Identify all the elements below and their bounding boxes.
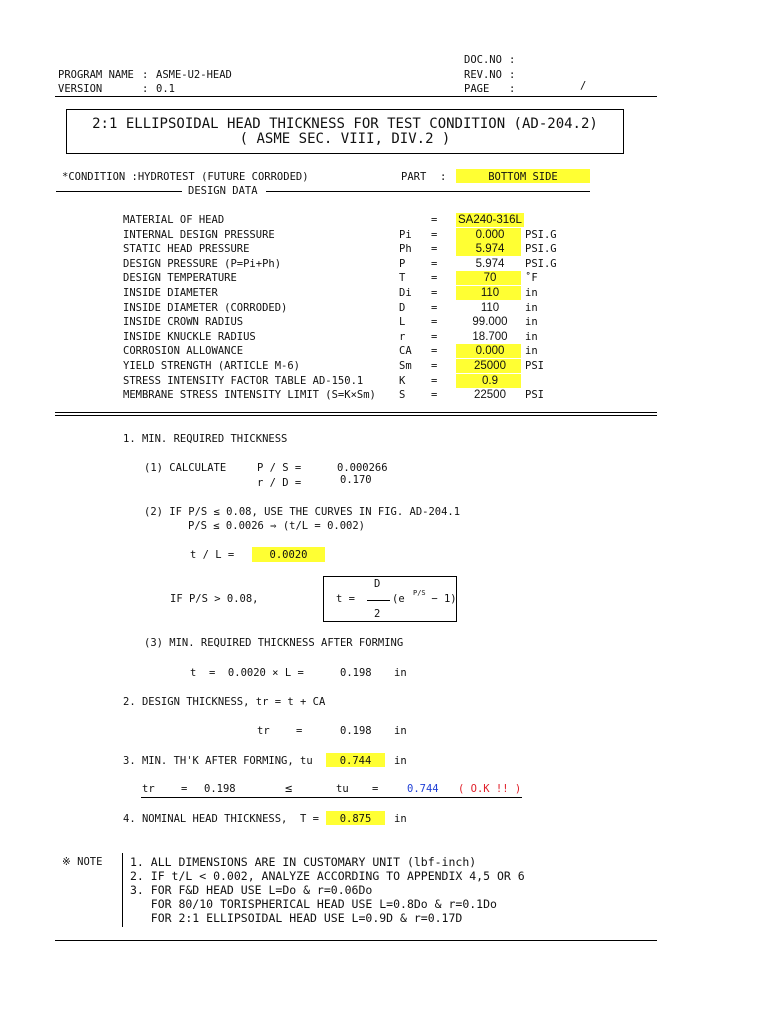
- design-row-symbol: Sm: [399, 360, 412, 372]
- compare-eq-2: =: [372, 783, 379, 795]
- rev-no-label: REV.NO: [464, 69, 502, 81]
- design-row-label: MATERIAL OF HEAD: [123, 214, 225, 226]
- compare-tu-value: 0.744: [407, 783, 439, 795]
- design-data-double-rule-bottom: [55, 415, 657, 416]
- section-1-3-value: 0.198: [340, 667, 372, 679]
- design-row-symbol: Di: [399, 287, 412, 299]
- design-row-value: 25000: [474, 360, 506, 372]
- calculate-label: (1) CALCULATE: [144, 462, 227, 474]
- section-3-value: 0.744: [339, 755, 372, 767]
- program-name-value: ASME-U2-HEAD: [156, 69, 232, 81]
- if-ps-gt-label: IF P/S > 0.08,: [170, 593, 259, 605]
- design-row-unit: PSI: [525, 389, 544, 402]
- note-line-3: 3. FOR F&D HEAD USE L=Do & r=0.06Do: [130, 883, 373, 897]
- design-row-label: CORROSION ALLOWANCE: [123, 345, 244, 358]
- design-row-symbol: T: [399, 272, 406, 285]
- design-row-symbol: P: [399, 257, 406, 270]
- design-data-rule-right: [266, 191, 590, 192]
- design-row-unit: PSI.G: [525, 257, 557, 270]
- design-row-equals: =: [431, 214, 438, 226]
- ok-status: ( O.K !! ): [458, 783, 522, 795]
- note-vertical-rule: [122, 853, 123, 927]
- section-4-value: 0.875: [339, 813, 372, 825]
- design-row-unit: in: [525, 345, 538, 358]
- design-row-equals: =: [431, 345, 438, 358]
- section-3-title: 3. MIN. TH'K AFTER FORMING, tu: [123, 755, 313, 767]
- design-row-label: MEMBRANE STRESS INTENSITY LIMIT (S=K×Sm): [123, 389, 376, 402]
- section-2-tr: tr: [257, 725, 270, 737]
- formula-numerator: D: [374, 578, 381, 590]
- ps-label: P / S =: [257, 462, 302, 474]
- design-row-symbol: K: [399, 374, 406, 387]
- rev-no-colon: :: [509, 69, 516, 81]
- ps-value: 0.000266: [337, 462, 388, 474]
- design-row-symbol: CA: [399, 345, 412, 358]
- condition-label: *CONDITION :HYDROTEST (FUTURE CORRODED): [62, 171, 309, 183]
- design-row-value: 110: [480, 287, 500, 299]
- design-row-equals: =: [431, 287, 438, 299]
- part-value: BOTTOM SIDE: [488, 171, 558, 183]
- doc-no-colon: :: [509, 54, 516, 66]
- page-label: PAGE: [464, 83, 490, 95]
- title-line-1: 2:1 ELLIPSOIDAL HEAD THICKNESS FOR TEST CONDITION (AD-204.2): [92, 116, 598, 132]
- design-row-equals: =: [431, 316, 438, 329]
- design-row-unit: PSI.G: [525, 243, 557, 256]
- title-line-2: ( ASME SEC. VIII, DIV.2 ): [239, 131, 451, 147]
- version-colon: :: [142, 83, 149, 95]
- design-row-value: 70: [483, 272, 497, 285]
- section-4-title: 4. NOMINAL HEAD THICKNESS, T =: [123, 813, 319, 825]
- formula-exponent: P/S: [413, 589, 426, 597]
- design-row-label: STATIC HEAD PRESSURE: [123, 243, 250, 256]
- design-row-equals: =: [431, 243, 438, 256]
- section-2-title: 2. DESIGN THICKNESS, tr = t + CA: [123, 696, 326, 708]
- design-row-value: 0.000: [475, 345, 505, 358]
- design-row-equals: =: [431, 257, 438, 270]
- formula-exp-open: (e: [392, 593, 405, 605]
- design-row-label: INSIDE DIAMETER: [123, 287, 218, 299]
- design-row-value: 99.000: [472, 316, 508, 329]
- note-line-2: 2. IF t/L < 0.002, ANALYZE ACCORDING TO APPENDIX 4,5 OR 6: [130, 869, 525, 883]
- design-row-value: 5.974: [475, 257, 505, 270]
- design-row-equals: =: [431, 360, 438, 372]
- compare-underline: [141, 797, 522, 798]
- design-row-value: 5.974: [475, 243, 505, 256]
- section-2-value: 0.198: [340, 725, 372, 737]
- section-1-3-expression: t = 0.0020 × L =: [190, 667, 304, 679]
- condition-2-line-1: (2) IF P/S ≤ 0.08, USE THE CURVES IN FIG. AD-204.1: [144, 506, 461, 518]
- formula-t: t =: [336, 593, 355, 605]
- section-1-3-title: (3) MIN. REQUIRED THICKNESS AFTER FORMING: [144, 637, 404, 649]
- design-row-symbol: D: [399, 301, 406, 314]
- design-row-symbol: Pi: [399, 228, 412, 241]
- design-data-rule-left: [56, 191, 182, 192]
- condition-2-line-2: P/S ≤ 0.0026 ⇒ (t/L = 0.002): [188, 520, 366, 532]
- header-rule: [55, 96, 657, 97]
- design-row-symbol: L: [399, 316, 406, 329]
- design-row-label: INTERNAL DESIGN PRESSURE: [123, 228, 275, 241]
- compare-eq-1: =: [181, 783, 188, 795]
- footer-rule: [55, 940, 657, 941]
- formula-denominator: 2: [374, 608, 381, 620]
- design-row-symbol: Ph: [399, 243, 412, 256]
- design-row-equals: =: [431, 228, 438, 241]
- design-row-unit: in: [525, 301, 538, 314]
- design-row-value: 0.000: [475, 228, 505, 241]
- compare-tr: tr: [142, 783, 155, 795]
- design-row-label: DESIGN TEMPERATURE: [123, 272, 237, 285]
- design-data-double-rule-top: [55, 412, 657, 413]
- note-label: ※ NOTE: [62, 856, 103, 868]
- doc-no-label: DOC.NO: [464, 54, 502, 66]
- design-row-equals: =: [431, 330, 438, 343]
- design-row-value: 22500: [474, 389, 506, 402]
- formula-fraction-bar: [367, 600, 390, 601]
- section-4-unit: in: [394, 813, 407, 825]
- formula-exp-close: − 1): [425, 593, 457, 605]
- section-1-title: 1. MIN. REQUIRED THICKNESS: [123, 433, 288, 445]
- design-row-label: STRESS INTENSITY FACTOR TABLE AD-150.1: [123, 374, 364, 387]
- design-row-value: 0.9: [482, 374, 498, 387]
- design-row-equals: =: [431, 389, 438, 402]
- design-row-unit: in: [525, 330, 538, 343]
- tl-label: t / L =: [190, 549, 235, 561]
- design-row-symbol: S: [399, 389, 406, 402]
- design-row-value: 18.700: [472, 330, 508, 343]
- design-row-symbol: r: [399, 330, 406, 343]
- section-2-eq: =: [296, 725, 303, 737]
- design-row-label: INSIDE DIAMETER (CORRODED): [123, 301, 288, 314]
- design-row-equals: =: [431, 301, 438, 314]
- rd-label: r / D =: [257, 477, 302, 489]
- design-row-label: INSIDE CROWN RADIUS: [123, 316, 244, 329]
- note-line-5: FOR 2:1 ELLIPSOIDAL HEAD USE L=0.9D & r=0.17D: [130, 911, 463, 925]
- section-2-unit: in: [394, 725, 407, 737]
- design-row-label: YIELD STRENGTH (ARTICLE M-6): [123, 360, 301, 372]
- design-row-unit: in: [525, 316, 538, 329]
- compare-tr-value: 0.198: [204, 783, 236, 795]
- design-row-unit: ˚F: [525, 272, 538, 285]
- page-colon: :: [509, 83, 516, 95]
- part-colon: :: [440, 171, 447, 183]
- note-line-4: FOR 80/10 TORISPHERICAL HEAD USE L=0.8Do & r=0.1Do: [130, 897, 497, 911]
- design-row-equals: =: [431, 272, 438, 285]
- note-line-1: 1. ALL DIMENSIONS ARE IN CUSTOMARY UNIT (lbf-inch): [130, 855, 477, 869]
- design-row-unit: PSI: [525, 360, 544, 372]
- program-name-label: PROGRAM NAME: [58, 69, 134, 81]
- rd-value: 0.170: [340, 474, 372, 486]
- program-name-colon: :: [142, 69, 149, 81]
- design-row-label: INSIDE KNUCKLE RADIUS: [123, 330, 256, 343]
- design-row-value: SA240-316L: [458, 214, 522, 226]
- compare-tu: tu: [336, 783, 349, 795]
- tl-value: 0.0020: [269, 549, 308, 561]
- section-1-3-unit: in: [394, 667, 407, 679]
- section-3-unit: in: [394, 755, 407, 767]
- design-row-label: DESIGN PRESSURE (P=Pi+Ph): [123, 257, 282, 270]
- version-value: 0.1: [156, 83, 175, 95]
- design-data-label: DESIGN DATA: [188, 185, 258, 197]
- design-row-unit: PSI.G: [525, 228, 557, 241]
- compare-operator: ≤: [285, 781, 293, 795]
- design-row-unit: in: [525, 287, 538, 299]
- part-label: PART: [401, 171, 427, 183]
- version-label: VERSION: [58, 83, 103, 95]
- page-slash: /: [580, 80, 587, 92]
- design-row-value: 110: [480, 301, 500, 314]
- design-row-equals: =: [431, 374, 438, 387]
